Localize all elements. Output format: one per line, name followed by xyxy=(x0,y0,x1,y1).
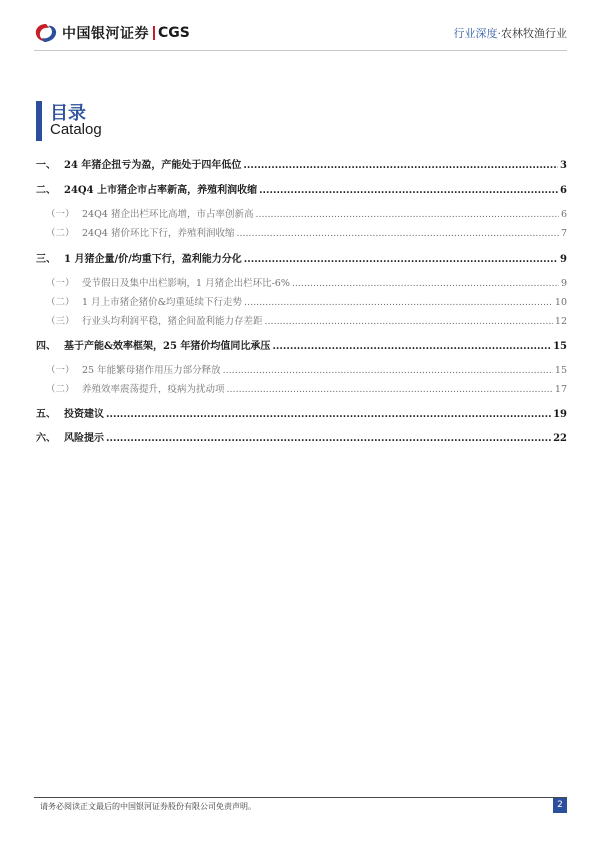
toc-entry-number: （一） xyxy=(46,365,75,376)
toc-entry-title: 24Q4 猪企出栏环比高增，市占率创新高 xyxy=(82,209,254,220)
toc-subentry[interactable] xyxy=(36,313,567,327)
toc-entry-number: （一） xyxy=(46,278,75,289)
industry-name: 农林牧渔行业 xyxy=(501,27,567,40)
toc-entry-number: （二） xyxy=(46,297,75,308)
toc-subentry[interactable] xyxy=(36,206,567,220)
footer-divider xyxy=(34,797,567,798)
report-category: 行业深度· xyxy=(453,27,501,40)
toc-entry[interactable] xyxy=(36,156,567,171)
toc-entry-number: 三、 xyxy=(36,254,56,265)
toc-subentry[interactable] xyxy=(36,275,567,289)
toc-dot-leader xyxy=(272,341,551,352)
toc-entry-title: 风险提示 xyxy=(64,433,104,444)
toc-entry-title: 24 年猪企扭亏为盈，产能处于四年低位 xyxy=(64,160,242,171)
toc-entry-page: 17 xyxy=(554,384,567,395)
toc-entry-title: 1 月上市猪企猪价&均重延续下行走势 xyxy=(82,297,243,308)
toc-entry[interactable] xyxy=(36,250,567,265)
toc-entry-number: 一、 xyxy=(36,160,56,171)
company-logo xyxy=(34,22,190,44)
toc-entry-number: （一） xyxy=(46,209,75,220)
toc-entry-number: （二） xyxy=(46,228,75,239)
toc-entry-number: 二、 xyxy=(36,185,56,196)
toc-dot-leader xyxy=(265,316,553,327)
heading-accent-bar xyxy=(36,101,42,141)
toc-dot-leader xyxy=(259,185,558,196)
toc-entry-title: 1 月猪企量/价/均重下行，盈利能力分化 xyxy=(64,254,242,265)
toc-dot-leader xyxy=(255,209,559,220)
toc-dot-leader xyxy=(106,433,551,444)
logo-text-cn: 中国银河证券 xyxy=(62,26,149,42)
toc-dot-leader xyxy=(223,365,553,376)
logo-separator xyxy=(153,26,155,40)
toc-subentry[interactable] xyxy=(36,381,567,395)
toc-entry-title: 养殖效率震荡提升，疫病为扰动项 xyxy=(82,384,225,395)
toc-dot-leader xyxy=(106,409,551,420)
page-number: 2 xyxy=(553,798,567,813)
toc-subentry[interactable] xyxy=(36,225,567,239)
toc-entry-page: 7 xyxy=(560,228,567,239)
toc-entry-page: 10 xyxy=(554,297,567,308)
toc-entry-page: 22 xyxy=(553,433,567,444)
toc-subentry[interactable] xyxy=(36,294,567,308)
toc-entry-page: 15 xyxy=(553,341,567,352)
toc-entry-page: 9 xyxy=(560,254,567,265)
toc-entry[interactable] xyxy=(36,181,567,196)
toc-title-en: Catalog xyxy=(50,121,102,138)
toc-dot-leader xyxy=(243,160,558,171)
toc-entry-page: 19 xyxy=(553,409,567,420)
toc-entry-number: 六、 xyxy=(36,433,56,444)
toc-dot-leader xyxy=(244,254,558,265)
toc-entry-title: 基于产能&效率框架，25 年猪价均值同比承压 xyxy=(64,341,271,352)
toc-entry-title: 24Q4 上市猪企市占率新高，养殖利润收缩 xyxy=(64,185,258,196)
toc-entry-page: 15 xyxy=(554,365,567,376)
toc-entry-title: 行业头均利润平稳，猪企间盈利能力存差距 xyxy=(82,316,263,327)
header-divider xyxy=(34,50,567,51)
toc-entry-number: 五、 xyxy=(36,409,56,420)
toc-subentry[interactable] xyxy=(36,362,567,376)
logo-text-en: CGS xyxy=(158,25,190,41)
report-category-label xyxy=(454,25,568,41)
toc-entry-number: （二） xyxy=(46,384,75,395)
toc-entry-number: （三） xyxy=(46,316,75,327)
toc-entry-title: 受节假日及集中出栏影响，1 月猪企出栏环比-6% xyxy=(82,278,290,289)
toc-title-cn: 目录 xyxy=(50,103,86,124)
galaxy-logo-icon xyxy=(34,22,58,44)
toc-entry-page: 3 xyxy=(560,160,567,171)
toc-dot-leader xyxy=(227,384,553,395)
toc-entry[interactable] xyxy=(36,337,567,352)
toc-entry-title: 投资建议 xyxy=(64,409,104,420)
toc-dot-leader xyxy=(292,278,559,289)
page-header xyxy=(0,0,595,50)
toc-entry-page: 9 xyxy=(560,278,567,289)
toc-entry-page: 12 xyxy=(554,316,567,327)
toc-entry-title: 24Q4 猪价环比下行，养殖利润收缩 xyxy=(82,228,235,239)
toc-dot-leader xyxy=(244,297,553,308)
toc-entry-page: 6 xyxy=(560,209,567,220)
toc-dot-leader xyxy=(236,228,559,239)
toc-entry-page: 6 xyxy=(560,185,567,196)
toc-entry-number: 四、 xyxy=(36,341,56,352)
toc-entry-title: 25 年能繁母猪作用压力部分释放 xyxy=(82,365,221,376)
toc-entry[interactable] xyxy=(36,405,567,420)
toc-entry[interactable] xyxy=(36,429,567,444)
footer-disclaimer: 请务必阅读正文最后的中国银河证券股份有限公司免责声明。 xyxy=(40,802,256,811)
